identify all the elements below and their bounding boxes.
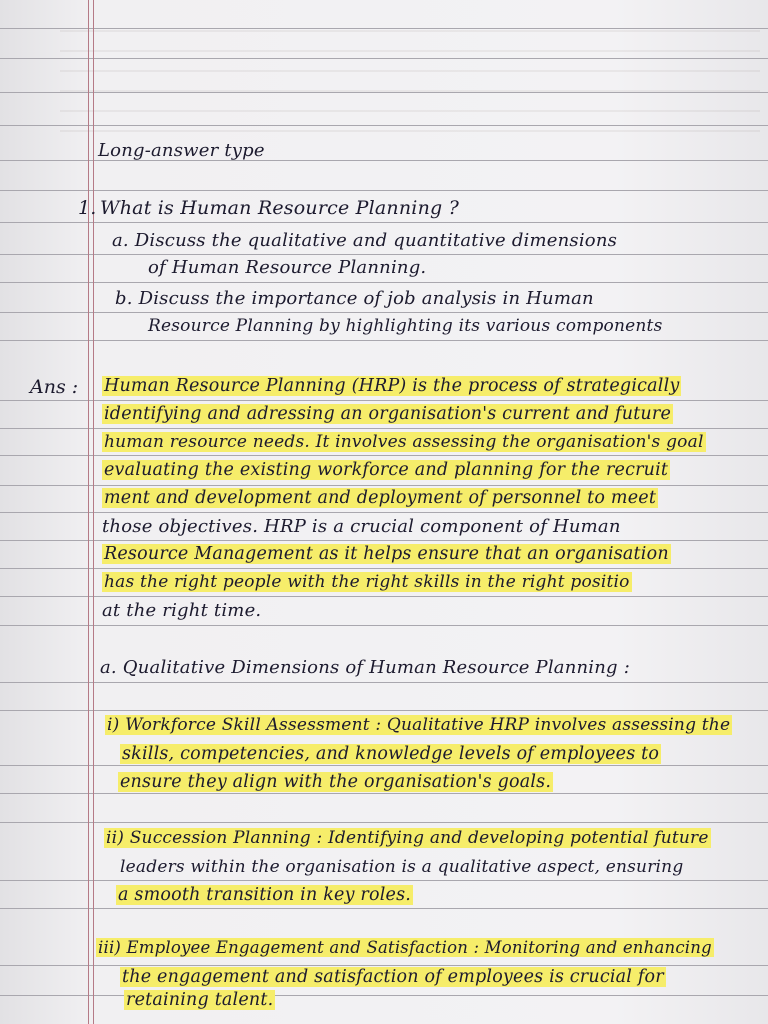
ruled-line (0, 485, 768, 486)
ruled-line (0, 400, 768, 401)
question-part-a-line: a. Discuss the qualitative and quantitative dimensions (112, 230, 618, 251)
answer-line (102, 572, 632, 592)
ruled-line (0, 190, 768, 191)
ruled-line (0, 92, 768, 93)
ruled-line (0, 908, 768, 909)
ruled-line (0, 965, 768, 966)
point-3-text: retaining talent. (126, 990, 274, 1010)
margin-line (88, 0, 89, 1024)
answer-line (102, 544, 671, 564)
point-2-text: a smooth transition in key roles. (118, 885, 412, 905)
point-3-text: iii) Employee Engagement and Satisfaction : Monitoring and enhancing (98, 938, 712, 957)
answer-line (102, 516, 621, 537)
ruled-line (0, 254, 768, 255)
answer-label: Ans : (30, 376, 79, 398)
question-part-a-line: of Human Resource Planning. (148, 257, 427, 278)
ruled-line (0, 282, 768, 283)
answer-text: Human Resource Planning (HRP) is the process of strategically (104, 376, 680, 396)
question-part-b-line: b. Discuss the importance of job analysis in Human (115, 288, 594, 309)
answer-line (102, 600, 261, 621)
point-3-line (120, 967, 666, 987)
point-3-line (124, 990, 275, 1010)
ruled-line (0, 125, 768, 126)
answer-text: at the right time. (102, 600, 262, 621)
point-2-line (120, 857, 683, 877)
ruled-line (0, 995, 768, 996)
answer-text: human resource needs. It involves assessing the organisation's goal (104, 432, 704, 452)
point-1-line (120, 744, 661, 764)
bleed-through-text (60, 30, 760, 150)
ruled-line (0, 682, 768, 683)
answer-text: evaluating the existing workforce and planning for the recruit (104, 460, 669, 480)
ruled-line (0, 312, 768, 313)
point-1-line (118, 772, 553, 792)
ruled-line (0, 822, 768, 823)
ruled-line (0, 710, 768, 711)
section-a-heading: a. Qualitative Dimensions of Human Resource Planning : (100, 657, 630, 678)
margin-line (93, 0, 94, 1024)
question-text: What is Human Resource Planning ? (100, 197, 460, 219)
answer-line (102, 404, 673, 424)
answer-text: those objectives. HRP is a crucial component of Human (102, 516, 621, 537)
point-3-text: the engagement and satisfaction of employees is crucial for (122, 967, 664, 987)
point-2-line (104, 828, 711, 848)
ruled-line (0, 222, 768, 223)
point-2-text: leaders within the organisation is a qualitative aspect, ensuring (120, 857, 684, 877)
point-1-text: skills, competencies, and knowledge levels of employees to (122, 744, 660, 764)
answer-text: Resource Management as it helps ensure that an organisation (104, 544, 669, 564)
ruled-line (0, 625, 768, 626)
answer-text: identifying and adressing an organisation's current and future (104, 404, 672, 424)
point-2-line (116, 885, 413, 905)
heading: Long-answer type (98, 140, 265, 161)
point-1-text: ensure they align with the organisation's goals. (120, 772, 552, 792)
ruled-line (0, 880, 768, 881)
ruled-line (0, 455, 768, 456)
ruled-line (0, 28, 768, 29)
ruled-line (0, 540, 768, 541)
ruled-line (0, 58, 768, 59)
ruled-line (0, 512, 768, 513)
point-2-text: ii) Succession Planning : Identifying and developing potential future (106, 828, 709, 848)
ruled-line (0, 340, 768, 341)
point-1-line (105, 715, 732, 735)
answer-line (102, 488, 658, 508)
ruled-line (0, 568, 768, 569)
point-1-text: i) Workforce Skill Assessment : Qualitative HRP involves assessing the (107, 715, 731, 735)
ruled-line (0, 596, 768, 597)
answer-line (102, 432, 706, 452)
answer-text: has the right people with the right skills in the right positio (104, 572, 630, 592)
ruled-line (0, 765, 768, 766)
point-3-line (96, 938, 714, 957)
ruled-line (0, 428, 768, 429)
question-number: 1. (78, 197, 97, 219)
answer-line (102, 460, 670, 480)
ruled-line (0, 793, 768, 794)
question-part-b-line: Resource Planning by highlighting its various components (148, 316, 663, 336)
answer-line (102, 376, 681, 396)
answer-text: ment and development and deployment of personnel to meet (104, 488, 657, 508)
